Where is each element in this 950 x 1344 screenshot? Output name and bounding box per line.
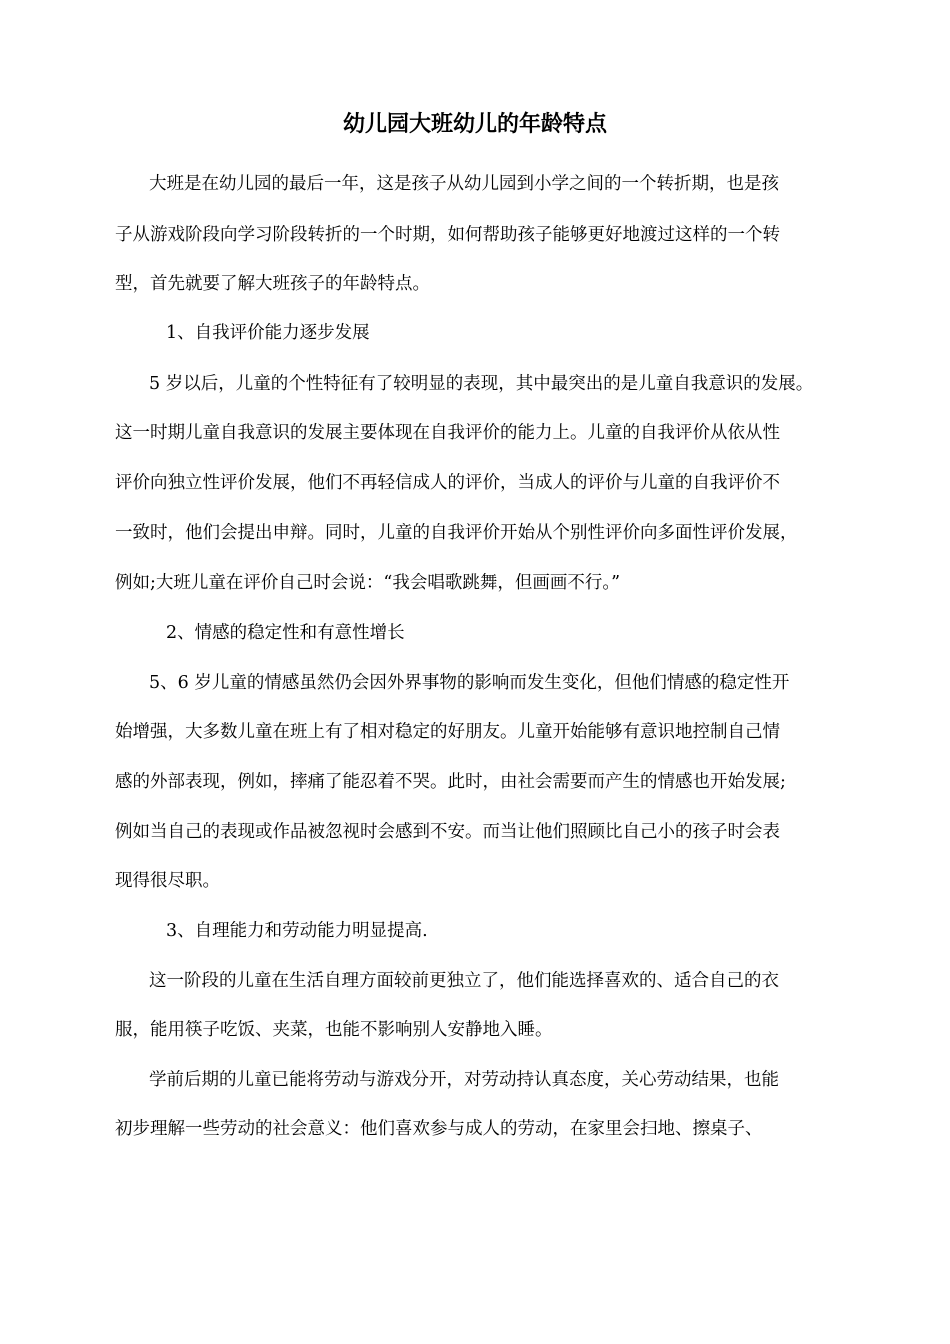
paragraph-line: 评价向独立性评价发展，他们不再轻信成人的评价，当成人的评价与儿童的自我评价不: [115, 473, 780, 493]
section-heading: 3、自理能力和劳动能力明显提高.: [166, 921, 428, 941]
paragraph-line: 感的外部表现，例如，摔痛了能忍着不哭。此时，由社会需要而产生的情感也开始发展;: [115, 772, 786, 792]
paragraph-line: 这一阶段的儿童在生活自理方面较前更独立了，他们能选择喜欢的、适合自己的衣: [149, 971, 779, 991]
section-heading: 2、情感的稳定性和有意性增长: [166, 623, 405, 643]
paragraph-line: 服，能用筷子吃饭、夹菜，也能不影响别人安静地入睡。: [115, 1020, 553, 1040]
paragraph-line: 学前后期的儿童已能将劳动与游戏分开，对劳动持认真态度，关心劳动结果，也能: [149, 1070, 779, 1090]
paragraph-line: 5、6 岁儿童的情感虽然仍会因外界事物的影响而发生变化，但他们情感的稳定性开: [149, 673, 790, 693]
paragraph-line: 5 岁以后，儿童的个性特征有了较明显的表现，其中最突出的是儿童自我意识的发展。: [149, 374, 814, 394]
paragraph-line: 型，首先就要了解大班孩子的年龄特点。: [115, 274, 430, 294]
paragraph-line: 子从游戏阶段向学习阶段转折的一个时期，如何帮助孩子能够更好地渡过这样的一个转: [115, 225, 780, 245]
paragraph-line: 初步理解一些劳动的社会意义：他们喜欢参与成人的劳动，在家里会扫地、擦桌子、: [115, 1119, 763, 1139]
section-heading: 1、自我评价能力逐步发展: [166, 323, 370, 343]
paragraph-line: 一致时，他们会提出申辩。同时，儿童的自我评价开始从个别性评价向多面性评价发展，: [115, 523, 798, 543]
paragraph-line: 大班是在幼儿园的最后一年，这是孩子从幼儿园到小学之间的一个转折期，也是孩: [149, 174, 779, 194]
paragraph-line: 现得很尽职。: [115, 871, 220, 891]
paragraph-line: 这一时期儿童自我意识的发展主要体现在自我评价的能力上。儿童的自我评价从依从性: [115, 423, 780, 443]
paragraph-line: 例如当自己的表现或作品被忽视时会感到不安。而当让他们照顾比自己小的孩子时会表: [115, 822, 780, 842]
paragraph-line: 例如;大班儿童在评价自己时会说：“我会唱歌跳舞，但画画不行。”: [115, 573, 621, 593]
document-title: 幼儿园大班幼儿的年龄特点: [342, 112, 607, 137]
paragraph-line: 始增强，大多数儿童在班上有了相对稳定的好朋友。儿童开始能够有意识地控制自己情: [115, 722, 780, 742]
